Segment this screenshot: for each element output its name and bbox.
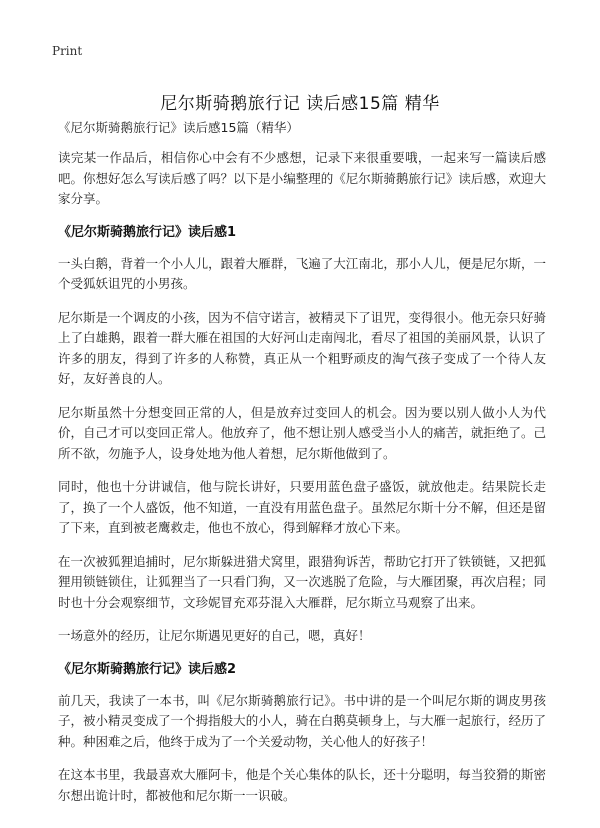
paragraph: 尼尔斯是一个调皮的小孩，因为不信守诺言，被精灵下了诅咒，变得很小。他无奈只好骑上了白雄鹅，跟着一群大雁在祖国的大好河山走南闯北，看尽了祖国的美丽风景，认识了许多的朋友，得到了许多的人称赞，真正从一个粗野顽皮的淘气孩子变成了一个待人友好，友好善良的人。: [58, 309, 546, 386]
paragraph: 尼尔斯虽然十分想变回正常的人，但是放弃过变回人的机会。因为要以别人做小人为代价，自己才可以变回正常人。他放弃了，他不想让别人感受当小人的痛苦，就拒绝了。己所不欲，勿施予人，设身处地为他人着想，尼尔斯他做到了。: [58, 404, 546, 461]
paragraph: 一头白鹅，背着一个小人儿，跟着大雁群，飞遍了大江南北，那小人儿，便是尼尔斯，一个受狐妖诅咒的小男孩。: [58, 255, 546, 291]
paragraph: 一场意外的经历，让尼尔斯遇见更好的自己，嗯，真好！: [58, 628, 371, 643]
paragraph: 在一次被狐狸追捕时，尼尔斯躲进猎犬窝里，跟猎狗诉苦，帮助它打开了铁锁链，又把狐狸用锁链锁住，让狐狸当了一只看门狗，又一次逃脱了危险，与大雁团聚，再次启程；同时也十分会观察细节，文珍妮冒充邓芬混入大雁群，尼尔斯立马观察了出来。: [58, 553, 546, 610]
section-1: [58, 223, 546, 647]
section-heading: 《尼尔斯骑鹅旅行记》读后感2: [58, 661, 237, 677]
intro-paragraph: 读完某一作品后，相信你心中会有不少感想，记录下来很重要哦，一起来写一篇读后感吧。你想好怎么写读后感了吗？以下是小编整理的《尼尔斯骑鹅旅行记》读后感，欢迎大家分享。: [58, 150, 546, 206]
paragraph: 同时，他也十分讲诚信，他与院长讲好，只要用蓝色盘子盛饭，就放他走。结果院长走了，换了一个人盛饭，他不知道，一直没有用蓝色盘子。虽然尼尔斯十分不解，但还是留了下来，直到被老鹰救走，他也不放心，得到解释才放心下来。: [58, 479, 546, 535]
paragraph: 在这本书里，我最喜欢大雁阿卡，他是个关心集体的队长，还十分聪明，每当狡猾的斯密尔想出诡计时，都被他和尼尔斯一一识破。: [58, 767, 546, 803]
print-link[interactable]: Print: [52, 44, 83, 58]
article-body: [58, 118, 546, 819]
article-subtitle: 《尼尔斯骑鹅旅行记》读后感15篇（精华）: [58, 120, 299, 135]
section-2: [58, 660, 546, 807]
section-heading: 《尼尔斯骑鹅旅行记》读后感1: [58, 224, 237, 240]
page-title: 尼尔斯骑鹅旅行记 读后感15篇 精华: [160, 94, 440, 115]
paragraph: 前几天，我读了一本书，叫《尼尔斯骑鹅旅行记》。书中讲的是一个叫尼尔斯的调皮男孩子，被小精灵变成了一个拇指般大的小人，骑在白鹅莫顿身上，与大雁一起旅行，经历了种。种困难之后，他终于成为了一个关爱动物，关心他人的好孩子！: [58, 692, 546, 749]
